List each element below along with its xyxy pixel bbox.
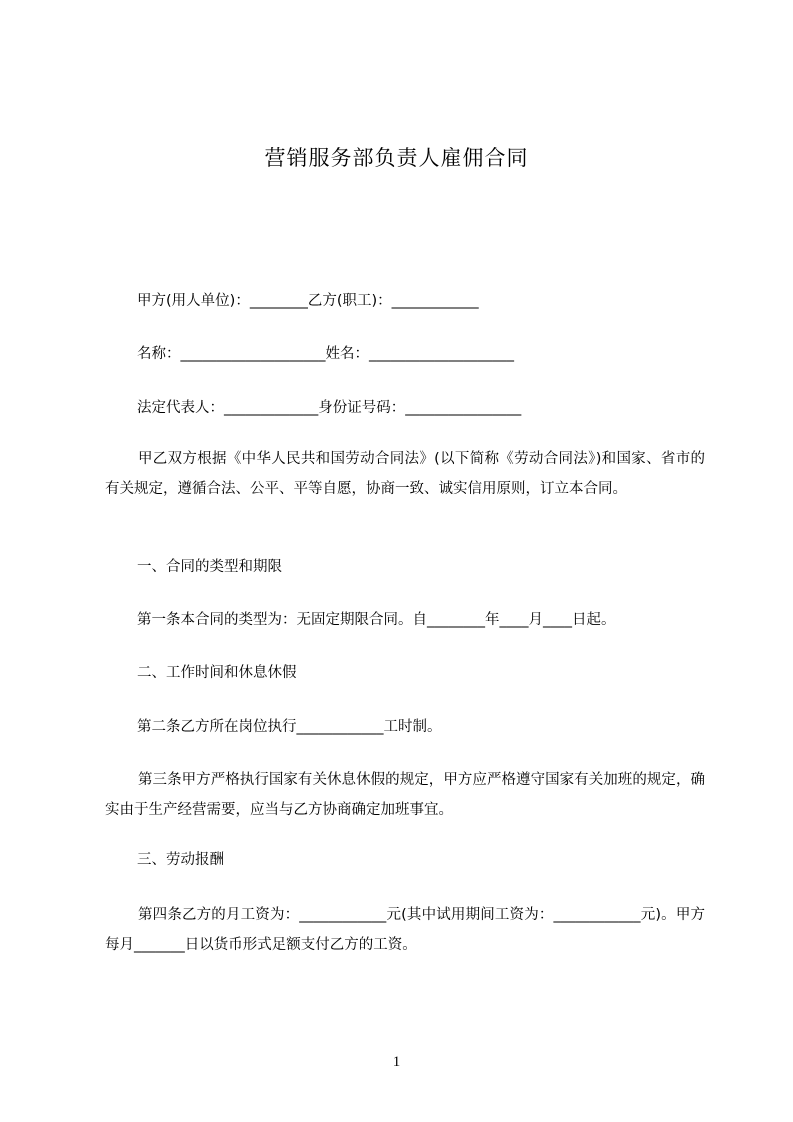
- section-2-heading: 二、工作时间和休息休假: [137, 665, 297, 681]
- section-3-heading: 三、劳动报酬: [137, 852, 224, 868]
- section-1-heading: 一、合同的类型和期限: [137, 559, 282, 575]
- page-number: 1: [392, 1054, 401, 1070]
- document-title: 营销服务部负责人雇佣合同: [264, 146, 529, 170]
- article-3: 第三条甲方严格执行国家有关休息休假的规定，甲方应严格遵守国家有关加班的规定，确实由于生产经营需要，应当与乙方协商确定加班事宜。: [105, 772, 705, 818]
- party-line: 甲方(用人单位)：________乙方(职工)：____________: [137, 293, 479, 309]
- article-4: 第四条乙方的月工资为：____________元(其中试用期间工资为：____________元)。甲方每月_______日以货币形式足额支付乙方的工资。: [105, 907, 705, 953]
- article-2: 第二条乙方所在岗位执行____________工时制。: [137, 719, 442, 735]
- preamble-paragraph: 甲乙双方根据《中华人民共和国劳动合同法》(以下简称《劳动合同法》)和国家、省市的有关规定，遵循合法、公平、平等自愿，协商一致、诚实信用原则，订立本合同。: [105, 451, 705, 497]
- article-1: 第一条本合同的类型为：无固定期限合同。自________年____月____日起。: [137, 612, 616, 628]
- name-line: 名称：____________________姓名：____________________: [137, 346, 514, 362]
- representative-line: 法定代表人：_____________身份证号码：________________: [137, 400, 522, 416]
